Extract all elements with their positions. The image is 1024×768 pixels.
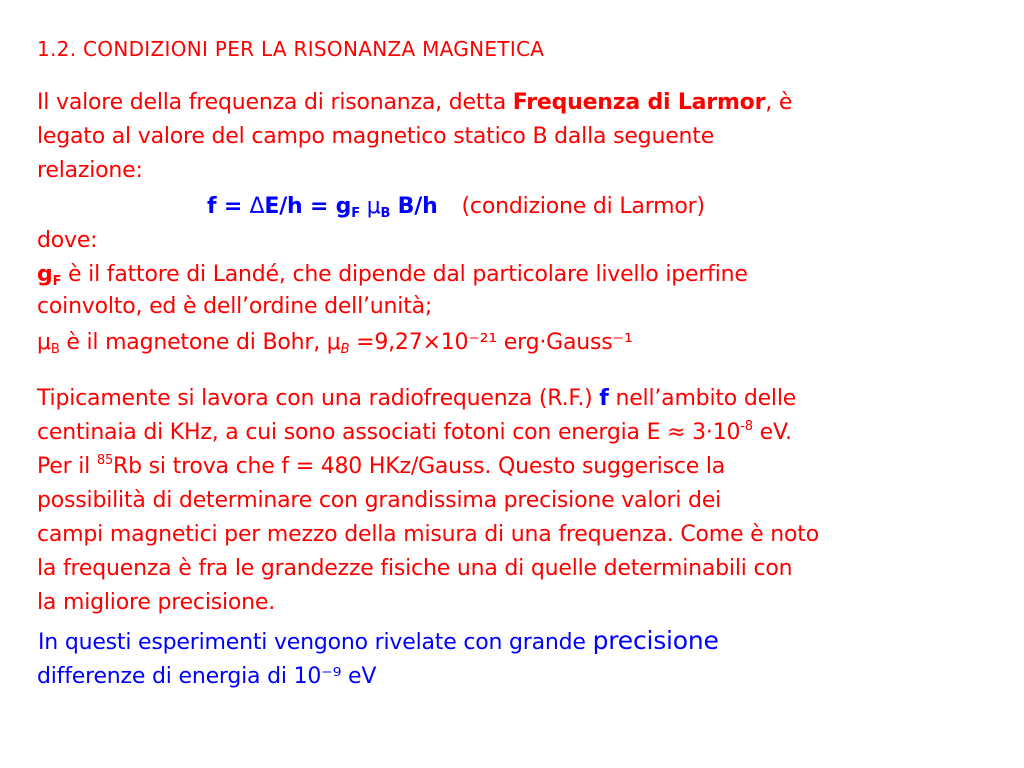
dove-label: dove: (37, 228, 98, 253)
intro-line-1 (37, 90, 792, 116)
energy-exponent: -8 (740, 419, 753, 434)
para2-text-1: Tipicamente si lavora con una radiofrequenza (R.F.) (37, 386, 600, 411)
page-title: 1.2. CONDIZIONI PER LA RISONANZA MAGNETICA (37, 37, 545, 61)
mub-definition (37, 330, 633, 356)
para2-line-6: la frequenza è fra le grandezze fisiche una di quelle determinabili con (37, 556, 793, 581)
precision-emphasis: precisione (592, 626, 719, 655)
formula-sub-b: B (380, 206, 391, 221)
mub-italic-subscript: B (340, 342, 350, 357)
para2-line-5: campi magnetici per mezzo della misura di una frequenza. Come è noto (37, 522, 819, 547)
intro-line-2: legato al valore del campo magnetico statico B dalla seguente (37, 124, 715, 149)
para2-line-2 (37, 420, 792, 446)
mub-symbol: μ (37, 330, 51, 355)
larmor-frequency-term: Frequenza di Larmor (512, 90, 766, 115)
para2-text-3-end: Rb si trova che f = 480 HKz/Gauss. Questo suggerisce la (113, 454, 726, 479)
mub-value: =9,27×10⁻²¹ erg·Gauss⁻¹ (349, 330, 633, 355)
para2-text-2-end: eV. (752, 420, 792, 445)
delta-symbol: Δ (249, 194, 265, 219)
para2-line-4: possibilità di determinare con grandissima precisione valori dei (37, 488, 722, 513)
formula-expression (207, 194, 438, 219)
formula-sub-f: F (351, 206, 360, 221)
para3-line-1 (38, 628, 719, 656)
larmor-formula (207, 194, 705, 220)
para2-text-1-end: nell’ambito delle (608, 386, 797, 411)
gf-text: è il fattore di Landé, che dipende dal particolare livello iperfine (61, 262, 748, 287)
gf-definition-line-1 (37, 262, 748, 288)
mub-text: è il magnetone di Bohr, μ (59, 330, 341, 355)
mu-symbol: μ (359, 194, 381, 219)
formula-part-b: E/h = g (264, 194, 352, 219)
gf-symbol: g (37, 262, 53, 287)
intro-line-3: relazione: (37, 158, 143, 183)
para2-line-7: la migliore precisione. (37, 590, 276, 615)
mub-subscript: B (50, 342, 60, 357)
gf-subscript: F (52, 274, 62, 289)
para2-text-2: centinaia di KHz, a cui sono associati fotoni con energia E ≈ 3·10 (37, 420, 741, 445)
frequency-symbol: f (599, 386, 609, 411)
para2-text-3: Per il (37, 454, 97, 479)
para3-line-2: differenze di energia di 10⁻⁹ eV (37, 664, 377, 689)
formula-part-c: B/h (390, 194, 438, 219)
intro-text-end: , è (765, 90, 793, 115)
formula-note: (condizione di Larmor) (461, 194, 705, 219)
gf-definition-line-2: coinvolto, ed è dell’ordine dell’unità; (37, 294, 433, 319)
formula-part-a: f = (207, 194, 250, 219)
intro-text: Il valore della frequenza di risonanza, detta (37, 90, 513, 115)
para2-line-3 (37, 454, 725, 480)
para2-line-1 (37, 386, 796, 412)
isotope-mass-number: 85 (96, 453, 114, 468)
para3-text-1: In questi esperimenti vengono rivelate con grande (38, 630, 593, 655)
